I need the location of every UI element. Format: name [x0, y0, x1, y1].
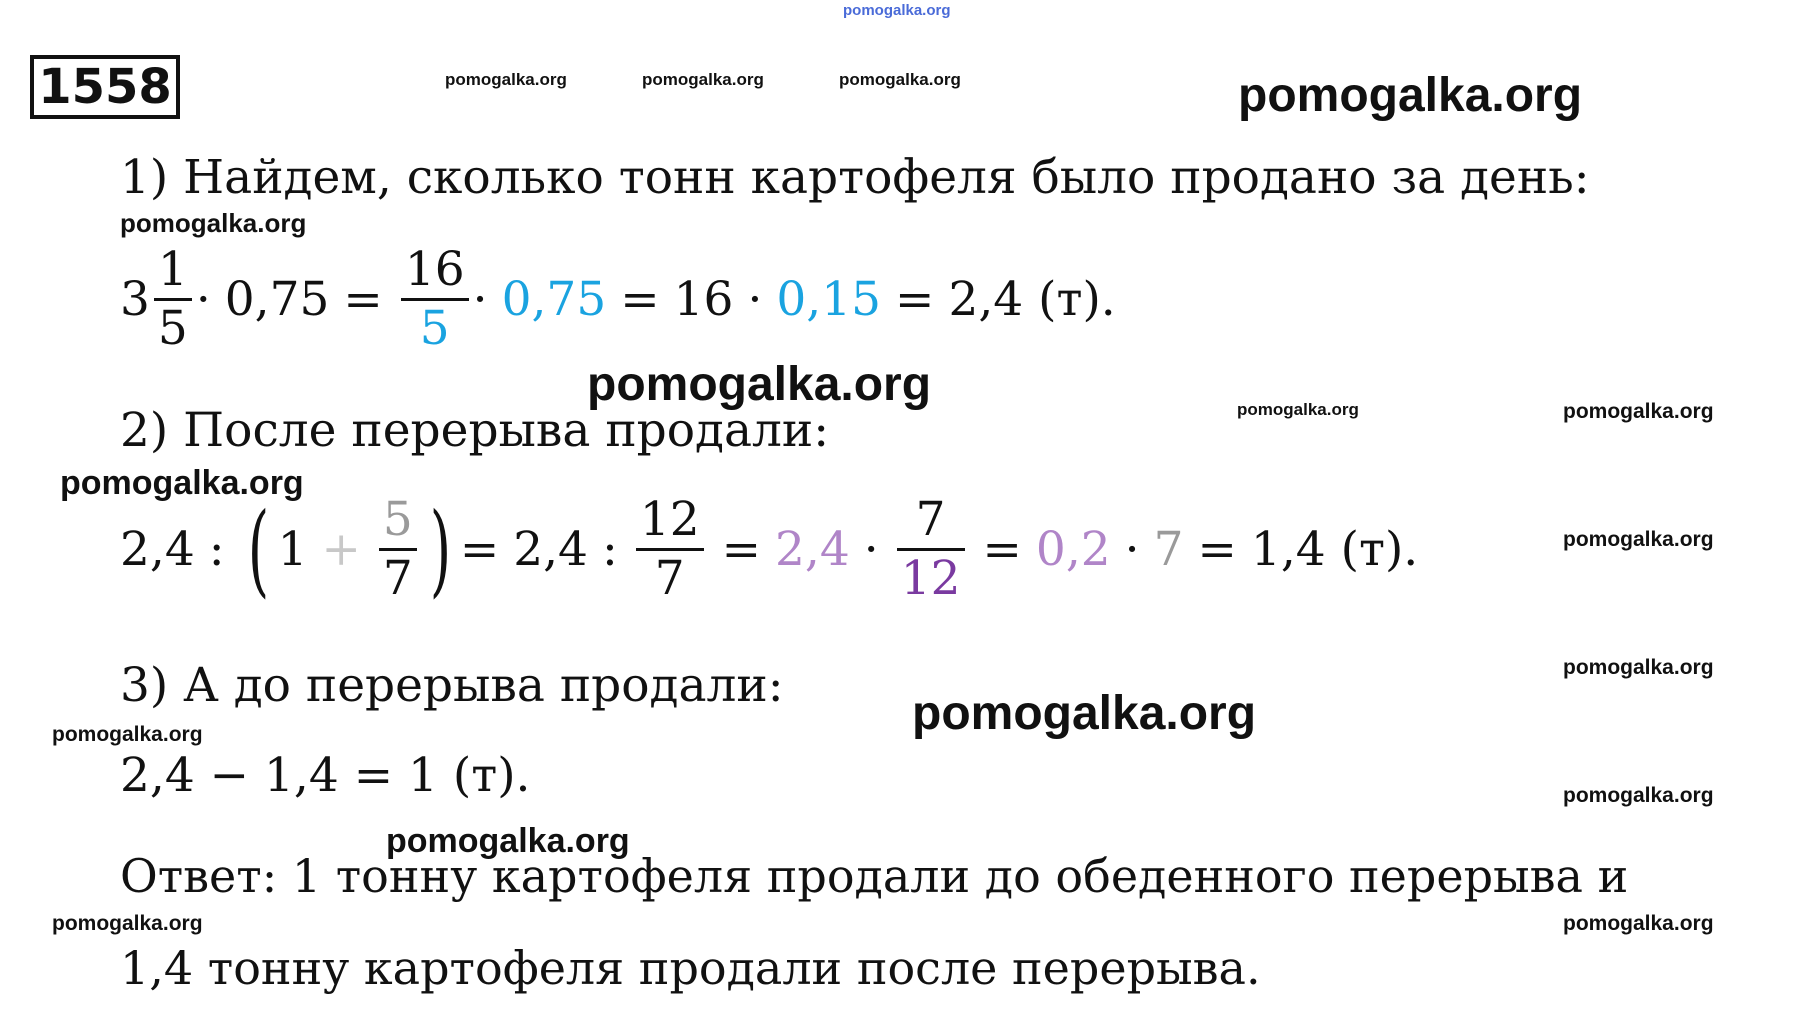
eq-value: 2,4	[120, 522, 195, 577]
fraction-numerator: 5	[382, 492, 413, 547]
eq-whole: 3	[120, 272, 150, 327]
watermark-medium: pomogalka.org	[60, 464, 304, 502]
watermark-small: pomogalka.org	[1563, 656, 1714, 679]
answer-line-2: 1,4 тонну картофеля продали после перерыва.	[120, 941, 1261, 995]
step3-text: 3) А до перерыва продали:	[120, 658, 784, 713]
eq-plus: +	[321, 522, 361, 577]
eq-value: 1	[277, 522, 308, 577]
eq-result: 2,4 (т).	[948, 272, 1116, 327]
step1-text: 1) Найдем, сколько тонн картофеля было продано за день:	[120, 150, 1590, 205]
eq-value: 16	[673, 272, 734, 327]
eq-result: 1,4 (т).	[1250, 522, 1419, 577]
step3-equation: 2,4 − 1,4 = 1 (т).	[120, 748, 531, 803]
eq-right-paren: )	[429, 490, 452, 608]
fraction-numerator: 1	[157, 242, 188, 297]
fraction	[897, 492, 965, 607]
fraction	[154, 242, 192, 357]
eq-value: 0,15	[776, 272, 882, 327]
fraction-denominator: 12	[900, 551, 961, 606]
fraction	[379, 492, 417, 607]
fraction-numerator: 16	[404, 242, 465, 297]
watermark-large: pomogalka.org	[587, 358, 932, 411]
watermark-medium: pomogalka.org	[120, 208, 307, 238]
eq-equals: =	[895, 272, 935, 327]
eq-value: 0,2	[1035, 522, 1111, 577]
task-number: 1558	[30, 55, 180, 119]
fraction	[401, 242, 469, 357]
eq-dot: ·	[1124, 522, 1140, 577]
fraction-denominator: 7	[654, 551, 685, 606]
eq-equals: =	[620, 272, 660, 327]
watermark-small: pomogalka.org	[52, 912, 203, 935]
eq-equals: =	[343, 272, 383, 327]
eq-value: 0,75	[224, 272, 330, 327]
watermark-medium: pomogalka.org	[386, 822, 630, 860]
step1-equation	[120, 242, 1116, 357]
eq-equals: =	[721, 522, 762, 577]
eq-divide: :	[601, 522, 618, 577]
fraction-denominator: 5	[419, 301, 450, 356]
watermark-small: pomogalka.org	[642, 70, 764, 89]
watermark-small: pomogalka.org	[1237, 400, 1359, 419]
watermark-small: pomogalka.org	[1563, 912, 1714, 935]
eq-value: 2,4	[775, 522, 850, 577]
eq-value: 7	[1153, 522, 1184, 577]
watermark-small: pomogalka.org	[839, 70, 961, 89]
watermark-small: pomogalka.org	[52, 723, 203, 746]
answer-line-1: Ответ: 1 тонну картофеля продали до обеденного перерыва и	[120, 849, 1629, 903]
watermark-small: pomogalka.org	[445, 70, 567, 89]
eq-left-paren: (	[247, 490, 269, 608]
eq-value: 0,75	[501, 272, 607, 327]
watermark-top: pomogalka.org	[843, 2, 951, 19]
eq-value: 2,4	[513, 522, 588, 577]
eq-equals: =	[982, 522, 1022, 577]
step2-equation	[120, 492, 1418, 607]
eq-equals: =	[459, 522, 500, 577]
eq-divide: :	[208, 522, 225, 577]
watermark-small: pomogalka.org	[1563, 400, 1714, 423]
eq-equals: =	[1197, 522, 1237, 577]
fraction-denominator: 5	[157, 301, 188, 356]
watermark-small: pomogalka.org	[1563, 528, 1714, 551]
eq-dot: ·	[472, 272, 488, 327]
eq-dot: ·	[747, 272, 763, 327]
fraction-numerator: 12	[639, 492, 700, 547]
eq-dot: ·	[195, 272, 211, 327]
watermark-small: pomogalka.org	[1563, 784, 1714, 807]
fraction-numerator: 7	[915, 492, 946, 547]
eq-dot: ·	[863, 522, 879, 577]
fraction	[636, 492, 704, 607]
step2-text: 2) После перерыва продали:	[120, 403, 830, 458]
watermark-large: pomogalka.org	[1238, 69, 1583, 122]
fraction-denominator: 7	[382, 551, 413, 606]
watermark-large: pomogalka.org	[912, 687, 1257, 740]
